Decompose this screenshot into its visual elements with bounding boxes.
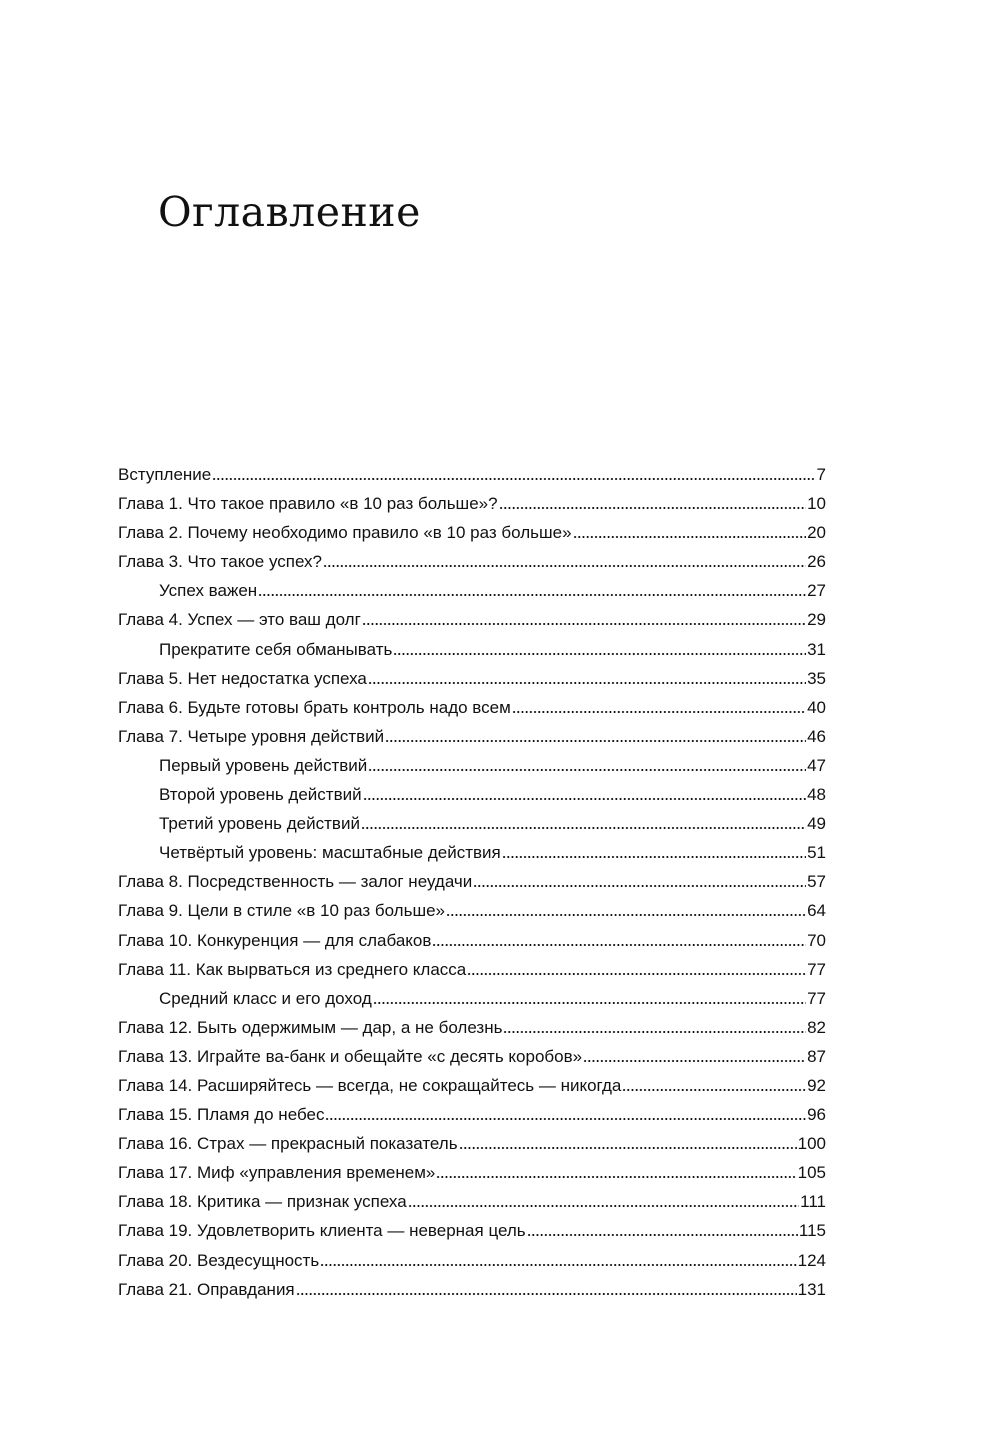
toc-entry[interactable] — [118, 1158, 826, 1187]
toc-entry-title: Глава 17. Миф «управления временем» — [118, 1163, 436, 1183]
toc-entry-title: Глава 7. Четыре уровня действий — [118, 726, 385, 746]
toc-entry-title: Первый уровень действий — [159, 755, 368, 775]
toc-entry[interactable] — [118, 1216, 826, 1245]
toc-entry[interactable] — [118, 460, 826, 489]
dot-leader — [373, 1002, 806, 1004]
dot-leader — [473, 885, 806, 887]
toc-entry-title: Глава 8. Посредственность — залог неудачи — [118, 872, 473, 892]
toc-subentry[interactable] — [118, 576, 826, 605]
toc-entry-title: Глава 6. Будьте готовы брать контроль надо всем — [118, 697, 511, 717]
toc-entry-title: Успех важен — [159, 581, 258, 601]
toc-page-number: 46 — [807, 726, 826, 746]
toc-entry-title: Глава 4. Успех — это ваш долг — [118, 610, 361, 630]
toc-entry-title: Глава 15. Пламя до небес — [118, 1105, 325, 1125]
dot-leader — [325, 1118, 806, 1120]
toc-page-number: 92 — [807, 1075, 826, 1095]
toc-entry-title: Глава 3. Что такое успех? — [118, 552, 323, 572]
toc-entry[interactable] — [118, 722, 826, 751]
toc-entry-title: Глава 9. Цели в стиле «в 10 раз больше» — [118, 901, 446, 921]
toc-entry[interactable] — [118, 693, 826, 722]
toc-entry-title: Глава 5. Нет недостатка успеха — [118, 668, 367, 688]
toc-entry-title: Четвёртый уровень: масштабные действия — [159, 843, 501, 863]
toc-entry[interactable] — [118, 547, 826, 576]
dot-leader — [573, 536, 807, 538]
toc-entry[interactable] — [118, 1187, 826, 1216]
toc-subentry[interactable] — [118, 780, 826, 809]
toc-subentry[interactable] — [118, 751, 826, 780]
dot-leader — [323, 565, 806, 567]
toc-entry[interactable] — [118, 896, 826, 925]
toc-entry-title: Третий уровень действий — [159, 814, 360, 834]
toc-entry[interactable] — [118, 926, 826, 955]
dot-leader — [368, 682, 806, 684]
dot-leader — [212, 478, 815, 480]
toc-entry-title: Глава 20. Вездесущность — [118, 1250, 320, 1270]
toc-entry[interactable] — [118, 1042, 826, 1071]
toc-entry-title: Глава 13. Играйте ва-банк и обещайте «с десять коробов» — [118, 1046, 583, 1066]
dot-leader — [436, 1176, 796, 1178]
toc-entry[interactable] — [118, 867, 826, 896]
toc-entry-title: Вступление — [118, 465, 212, 484]
toc-page-number: 49 — [807, 814, 826, 834]
toc-entry-title: Глава 16. Страх — прекрасный показатель — [118, 1134, 458, 1154]
toc-entry-title: Второй уровень действий — [159, 785, 362, 805]
toc-page-number: 29 — [807, 610, 826, 630]
toc-entry-title: Прекратите себя обманывать — [159, 639, 393, 659]
dot-leader — [320, 1264, 796, 1266]
dot-leader — [385, 740, 806, 742]
dot-leader — [362, 623, 806, 625]
toc-entry[interactable] — [118, 1100, 826, 1129]
toc-page-number: 20 — [807, 523, 826, 543]
dot-leader — [363, 798, 806, 800]
dot-leader — [467, 973, 806, 975]
dot-leader — [432, 944, 806, 946]
toc-entry-title: Глава 1. Что такое правило «в 10 раз больше»? — [118, 494, 498, 514]
toc-entry-title: Глава 14. Расширяйтесь — всегда, не сокращайтесь — никогда — [118, 1075, 622, 1095]
toc-entry[interactable] — [118, 489, 826, 518]
dot-leader — [393, 653, 806, 655]
toc-page-number: 100 — [797, 1134, 826, 1154]
toc-page-number: 26 — [807, 552, 826, 572]
toc-entry[interactable] — [118, 1129, 826, 1158]
toc-entry[interactable] — [118, 605, 826, 634]
dot-leader — [499, 507, 807, 509]
toc-subentry[interactable] — [118, 635, 826, 664]
toc-page-number: 47 — [807, 755, 826, 775]
toc-page-number: 124 — [797, 1250, 826, 1270]
toc-entry[interactable] — [118, 955, 826, 984]
page-title: Оглавление — [158, 188, 421, 236]
toc-page-number: 57 — [807, 872, 826, 892]
toc-page-number: 82 — [807, 1017, 826, 1037]
toc-page-number: 115 — [798, 1221, 826, 1241]
toc-page-number: 96 — [807, 1105, 826, 1125]
toc-page-number: 31 — [807, 639, 826, 659]
dot-leader — [512, 711, 806, 713]
toc-entry-title: Глава 19. Удовлетворить клиента — неверная цель — [118, 1221, 526, 1241]
dot-leader — [527, 1234, 798, 1236]
toc-entry-title: Глава 12. Быть одержимым — дар, а не болезнь — [118, 1017, 503, 1037]
toc-page-number: 35 — [807, 668, 826, 688]
toc-entry-title: Глава 11. Как вырваться из среднего класса — [118, 959, 467, 979]
toc-page-number: 105 — [797, 1163, 826, 1183]
toc-subentry[interactable] — [118, 838, 826, 867]
toc-page-number: 10 — [807, 494, 826, 514]
dot-leader — [583, 1060, 806, 1062]
toc-entry-title: Глава 21. Оправдания — [118, 1279, 295, 1299]
dot-leader — [459, 1147, 797, 1149]
toc-page-number: 48 — [807, 785, 826, 805]
dot-leader — [408, 1205, 799, 1207]
toc-page-number: 87 — [807, 1046, 826, 1066]
dot-leader — [368, 769, 806, 771]
toc-entry[interactable] — [118, 1246, 826, 1275]
dot-leader — [446, 914, 806, 916]
toc-entry[interactable] — [118, 1013, 826, 1042]
toc-page-number: 51 — [807, 843, 826, 863]
toc-entry-title: Глава 10. Конкуренция — для слабаков — [118, 930, 432, 950]
toc-subentry[interactable] — [118, 809, 826, 838]
toc-entry[interactable] — [118, 1275, 826, 1304]
toc-entry-title: Средний класс и его доход — [159, 988, 372, 1008]
toc-page-number: 70 — [807, 930, 826, 950]
toc-page-number: 27 — [807, 581, 826, 601]
toc-page-number: 131 — [797, 1279, 826, 1299]
dot-leader — [361, 827, 806, 829]
toc-entry-title: Глава 2. Почему необходимо правило «в 10 раз больше» — [118, 523, 572, 543]
toc-page-number: 64 — [807, 901, 826, 921]
toc-page-number: 77 — [807, 988, 826, 1008]
toc-entry-title: Глава 18. Критика — признак успеха — [118, 1192, 407, 1212]
toc-entry[interactable] — [118, 1071, 826, 1100]
toc-page-number: 40 — [807, 697, 826, 717]
table-of-contents — [118, 460, 826, 1304]
toc-page-number: 77 — [807, 959, 826, 979]
toc-page-number: 111 — [800, 1192, 826, 1212]
toc-entry[interactable] — [118, 518, 826, 547]
dot-leader — [622, 1089, 806, 1091]
dot-leader — [503, 1031, 806, 1033]
toc-page-number: 7 — [816, 465, 826, 484]
dot-leader — [296, 1293, 797, 1295]
dot-leader — [502, 856, 806, 858]
toc-subentry[interactable] — [118, 984, 826, 1013]
dot-leader — [258, 594, 806, 596]
toc-entry[interactable] — [118, 664, 826, 693]
